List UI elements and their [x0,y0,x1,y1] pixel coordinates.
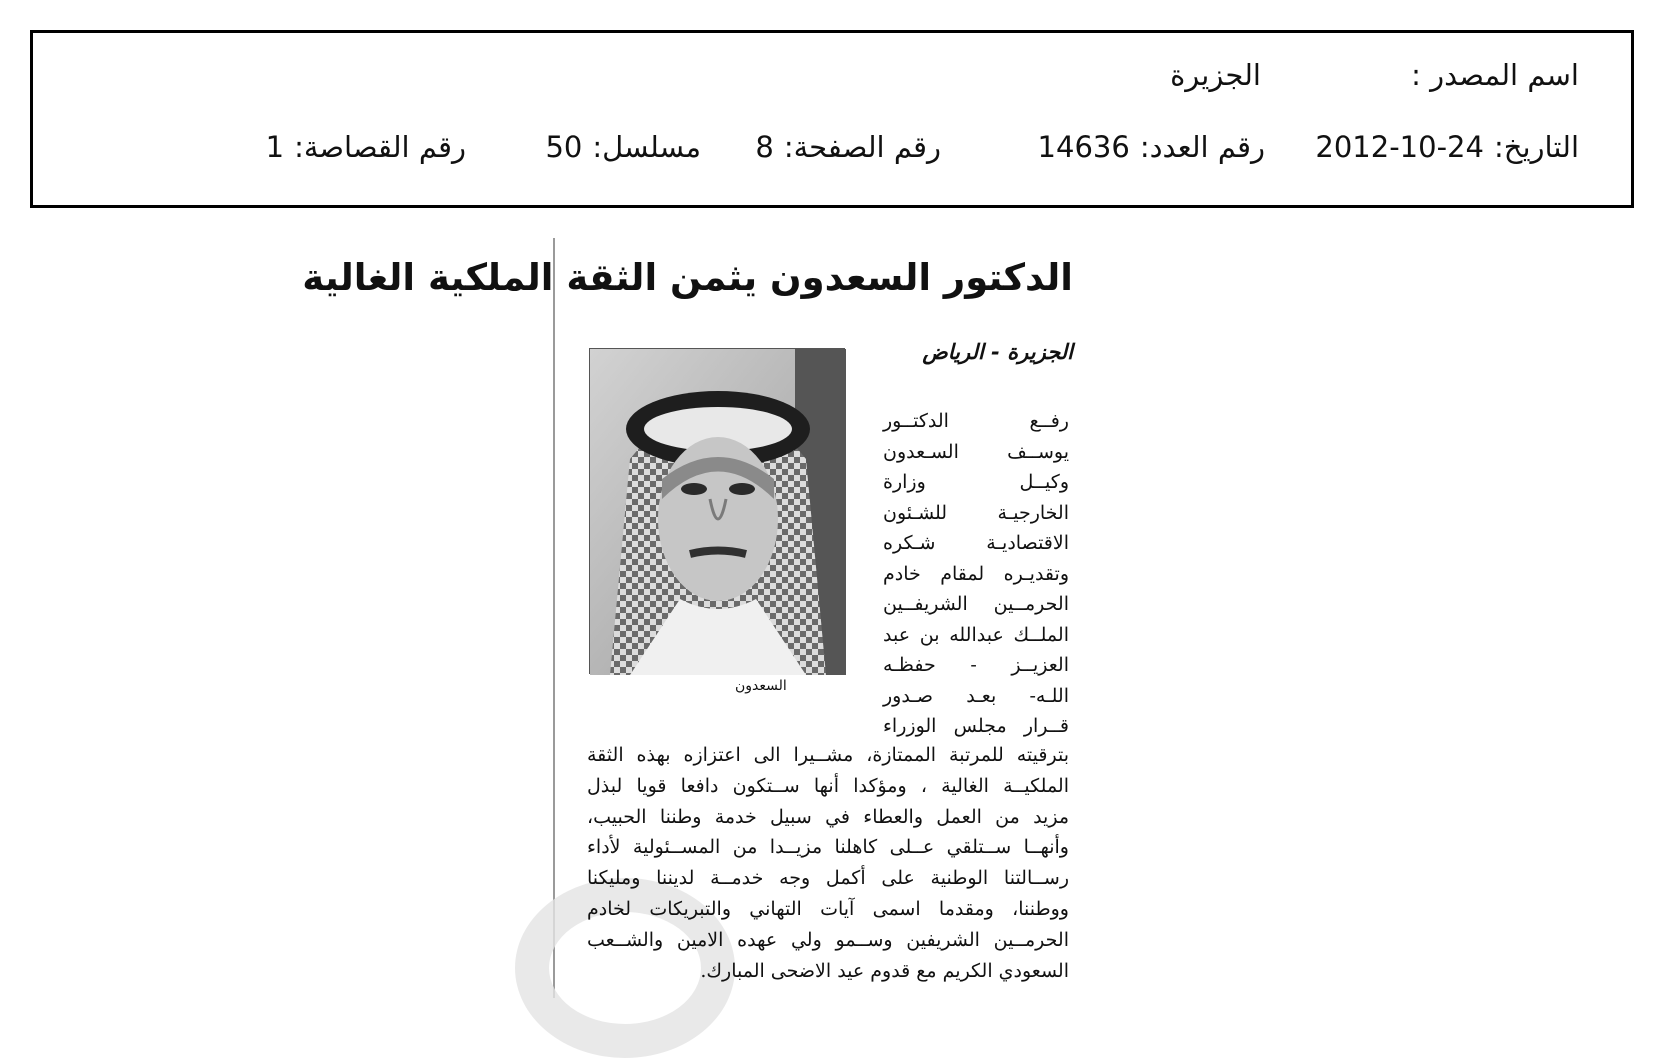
article-line: الخارجيـة للشـئون [883,501,1069,524]
article-line: رفــع الدكتــور [883,410,1069,432]
serial-label: مسلسل: [592,130,701,164]
article-line: مزيد من العمل والعطاء في سبيل خدمة وطننا الحبيب، [587,805,1069,828]
article-line: قــرار مجلس الوزراء [883,715,1069,737]
article-wide-column [587,740,1069,986]
page-label: رقم الصفحة: [783,130,941,164]
source-value: الجزيرة [1170,58,1261,92]
portrait-photo [589,348,845,674]
newspaper-clipping [302,238,1103,1000]
article-line: الحرمــين الشريفين وســمو ولي عهده الامين والشــعب [587,928,1069,951]
page-field [755,130,941,164]
article-line: الملــك عبدالله بن عبد [883,623,1069,646]
clipping-info-box [30,30,1634,208]
serial-field [545,130,701,164]
date-field [1315,130,1579,164]
article-line: وتقديـره لمقام خادم [883,562,1069,585]
issue-value: 14636 [1037,130,1130,164]
article-line: بترقيته للمرتبة الممتازة، مشــيرا الى اعتزازه بهذه الثقة [587,744,1069,766]
article-line: وكيــل وزارة [883,471,1069,493]
article-line: اللـه- بعـد صـدور [883,684,1069,707]
article-byline: الجزيرة - الرياض [922,340,1073,364]
serial-value: 50 [545,130,583,164]
article-line: وأنهــا ســتلقي عــلى كاهلنا مزيــدا من المســئولية لأداء [587,836,1069,859]
article-line: العزيــز - حفظـه [883,654,1069,676]
clipping-field [265,130,466,164]
date-label: التاريخ: [1493,130,1579,164]
source-label: اسم المصدر : [1411,58,1579,92]
article-headline: الدكتور السعدون يثمن الثقة الملكية الغالية [302,256,1073,299]
page-value: 8 [755,130,774,164]
article-line: الحرمــين الشريفــين [883,593,1069,615]
issue-label: رقم العدد: [1139,130,1265,164]
article-line: الملكيــة الغالية ، ومؤكدا أنها ســتكون دافعا قويا لبذل [587,774,1069,797]
portrait-illustration [590,349,846,675]
clipping-label: رقم القصاصة: [294,130,466,164]
article-line: ووطننا، ومقدما اسمى آيات التهاني والتبريكات لخادم [587,897,1069,920]
article-narrow-column [883,406,1069,742]
clipping-value: 1 [265,130,285,164]
article-line: يوســف السـعدون [883,440,1069,463]
article-line: الاقتصاديـة شـكره [883,532,1069,554]
article-line: رســالتنا الوطنية على أكمل وجه خدمــة لديننا ومليكنا [587,867,1069,890]
date-value: 2012-10-24 [1315,130,1484,164]
article-line: السعودي الكريم مع قدوم عيد الاضحى المبارك. [700,959,1069,982]
issue-field [1037,130,1265,164]
photo-caption: السعدون [735,678,787,694]
